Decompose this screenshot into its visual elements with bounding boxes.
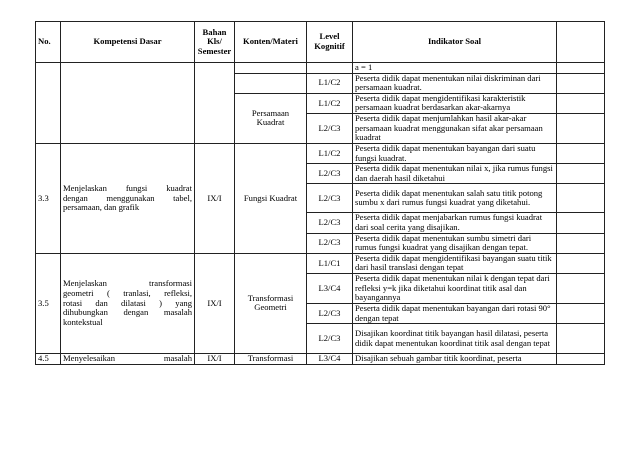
empty-cell [557,354,605,365]
kls-cell: IX/I [195,143,235,253]
no-cell: 4.5 [36,354,61,365]
level-cell [307,63,353,74]
kisi-kisi-table [35,21,605,365]
indicator-cell: Peserta didik dapat menjumlahkan hasil akar-akar persamaan kuadrat menggunakan sifat akar persamaan kuadrat [353,113,557,143]
header-kognitif-line: Kognitif [314,41,345,51]
empty-cell [557,164,605,184]
header-bahan-kls-semester [195,22,235,63]
level-cell: L3/C4 [307,273,353,303]
indicator-cell: Peserta didik dapat menentukan bayangan dari rotasi 90° dengan tepat [353,303,557,323]
indicator-cell: Peserta didik dapat menentukan nilai diskriminan dari persamaan kuadrat. [353,73,557,93]
kd-cell [61,143,195,253]
indicator-cell: a = 1 [353,63,557,74]
table-row [36,143,605,163]
konten-line: Persamaan [251,107,290,118]
level-cell: L1/C1 [307,253,353,273]
empty-cell [557,143,605,163]
level-cell: L1/C2 [307,143,353,163]
table-row [36,253,605,273]
kd-cell-empty [61,63,195,144]
indicator-cell: Peserta didik dapat menentukan nilai k dengan tepat dari refleksi y=k jika diketahui koordinat titik asal dan bayangannya [353,273,557,303]
header-semester-line: Semester [197,45,232,56]
header-kompetensi-dasar: Kompetensi Dasar [61,22,195,63]
indicator-cell: Peserta didik dapat menentukan sumbu simetri dari rumus fungsi kuadrat yang disajikan dengan tepat. [353,233,557,253]
kd-line: kontekstual [63,316,103,327]
level-cell: L2/C3 [307,113,353,143]
indicator-cell: Disajikan sebuah gambar titik koordinat, peserta [353,354,557,365]
level-cell: L1/C2 [307,73,353,93]
kls-cell-empty [195,63,235,144]
level-cell: L2/C3 [307,233,353,253]
indicator-cell: Disajikan koordinat titik bayangan hasil dilatasi, peserta didik dapat menentukan koordinat titik asal dengan tepat [353,324,557,354]
empty-cell [557,324,605,354]
header-konten-materi: Konten/Materi [235,22,307,63]
header-level-line: Level [319,31,340,42]
indicator-cell: Peserta didik dapat menentukan salah satu titik potong sumbu x dari rumus fungsi kuadrat yang diketahui. [353,184,557,213]
empty-cell [557,303,605,323]
empty-cell [557,113,605,143]
konten-line: Kuadrat [256,117,285,128]
level-cell: L2/C3 [307,303,353,323]
level-cell: L2/C3 [307,324,353,354]
header-kls-line: Kls/ [207,36,222,47]
table-row [36,63,605,74]
level-cell: L1/C2 [307,93,353,113]
indicator-cell: Peserta didik dapat mengidentifikasi bayangan suatu titik dari hasil translasi dengan tepat [353,253,557,273]
indicator-cell: Peserta didik dapat mengidentifikasi karakteristik persamaan kuadrat berdasarkan akar-akarnya [353,93,557,113]
empty-cell [557,233,605,253]
konten-line: Geometri [254,302,287,313]
kd-line: dihubungkan dengan masalah [63,307,192,318]
header-bahan-line: Bahan [202,26,227,37]
empty-cell [557,63,605,74]
konten-cell [235,253,307,353]
level-cell: L2/C3 [307,213,353,233]
indicator-cell: Peserta didik dapat menentukan bayangan dari suatu fungsi kuadrat. [353,143,557,163]
indicator-cell: Peserta didik dapat menentukan nilai x, jika rumus fungsi dan daerah hasil diketahui [353,164,557,184]
kd-line: rotasi dan dilatasi ) yang [63,297,192,308]
konten-cell: Transformasi [235,354,307,365]
no-cell: 3.3 [36,143,61,253]
empty-cell [557,184,605,213]
kd-line: persamaan, dan grafik [63,202,140,213]
konten-cell-empty [235,73,307,93]
empty-cell [557,273,605,303]
level-cell: L2/C3 [307,164,353,184]
konten-line: Transformasi [247,292,294,303]
kd-line: dengan menggunakan tabel, [63,192,192,203]
header-row [36,22,605,63]
header-level-kognitif [307,22,353,63]
empty-cell [557,93,605,113]
konten-cell: Fungsi Kuadrat [235,143,307,253]
empty-cell [557,213,605,233]
no-cell-empty [36,63,61,144]
konten-cell-persamaan-kuadrat [235,93,307,143]
kd-line: Menjelaskan transformasi [63,278,192,289]
level-cell: L2/C3 [307,184,353,213]
header-no: No. [36,22,61,63]
header-empty [557,22,605,63]
kd-line: Menjelaskan fungsi kuadrat [63,182,192,193]
kls-cell: IX/I [195,354,235,365]
table-row [36,354,605,365]
level-cell: L3/C4 [307,354,353,365]
kd-cell [61,253,195,353]
kd-line: geometri ( tranlasi, refleksi, [63,288,192,299]
kd-cell: Menyelesaikan masalah [61,354,195,365]
konten-cell-empty [235,63,307,74]
no-cell: 3.5 [36,253,61,353]
kls-cell: IX/I [195,253,235,353]
empty-cell [557,73,605,93]
header-indikator-soal: Indikator Soal [353,22,557,63]
indicator-cell: Peserta didik dapat menjabarkan rumus fungsi kuadrat dari soal cerita yang disajikan. [353,213,557,233]
empty-cell [557,253,605,273]
